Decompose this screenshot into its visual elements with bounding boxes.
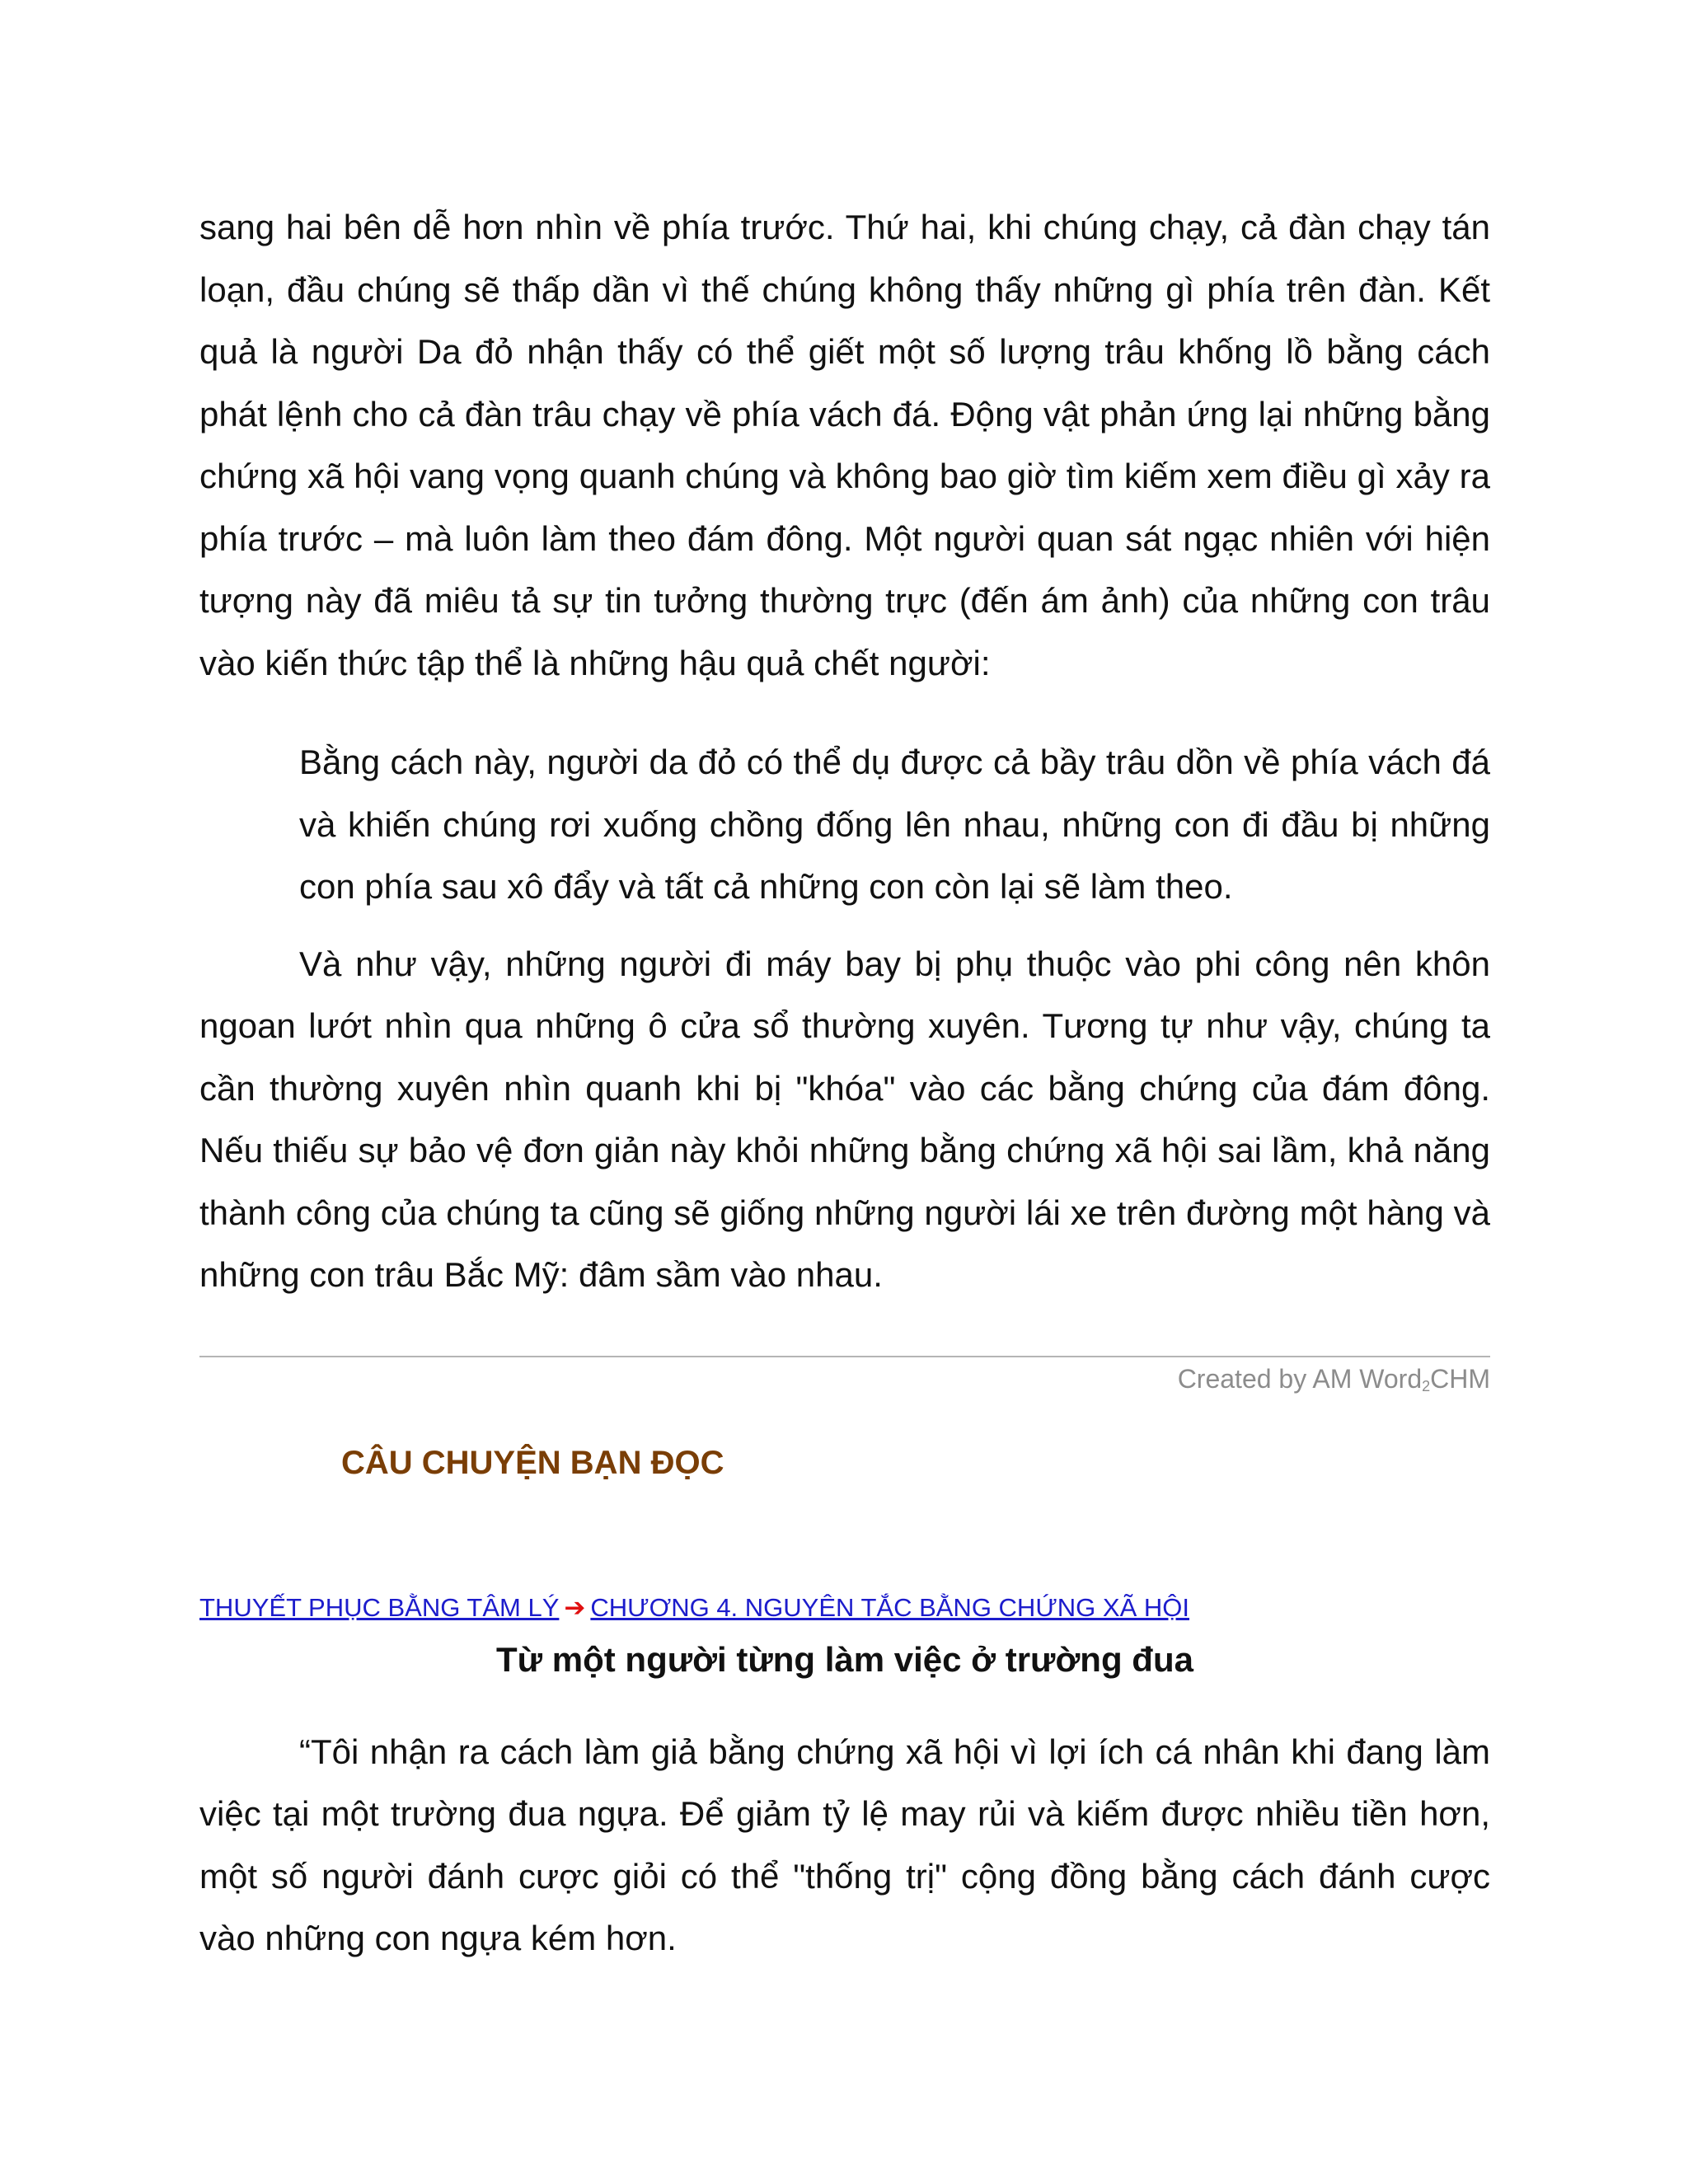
section-heading: CÂU CHUYỆN BẠN ĐỌC: [341, 1444, 724, 1481]
breadcrumb-book-link[interactable]: THUYẾT PHỤC BẰNG TÂM LÝ: [199, 1592, 560, 1622]
footer-credit: [199, 1362, 1490, 1403]
body-paragraph: sang hai bên dễ hơn nhìn về phía trước. Thứ hai, khi chúng chạy, cả đàn chạy tán loạn, đầu chúng sẽ thấp dần vì thế chúng không thấy những gì phía trên đàn. Kết quả là người Da đỏ nhận thấy có thể giết một số lượng trâu khống lồ bằng cách phát lệnh cho cả đàn trâu chạy về phía vách đá. Động vật phản ứng lại những bằng chứng xã hội vang vọng quanh chúng và không bao giờ tìm kiếm xem điều gì xảy ra phía trước – mà luôn làm theo đám đông. Một người quan sát ngạc nhiên với hiện tượng này đã miêu tả sự tin tưởng thường trực (đến ám ảnh) của những con trâu vào kiến thức tập thể là những hậu quả chết người:: [199, 208, 1490, 682]
credit-subscript: 2: [1422, 1377, 1431, 1394]
breadcrumb-chapter-link[interactable]: CHƯƠNG 4. NGUYÊN TẮC BẰNG CHỨNG XÃ HỘI: [590, 1592, 1189, 1622]
breadcrumb: [199, 1591, 1490, 1625]
article-title: Từ một người từng làm việc ở trường đua: [496, 1639, 1193, 1679]
block-quote: Bằng cách này, người da đỏ có thể dụ được cả bầy trâu dồn về phía vách đá và khiến chúng rơi xuống chồng đống lên nhau, những con đi đầu bị những con phía sau xô đẩy và tất cả những con còn lại sẽ làm theo.: [299, 743, 1490, 906]
body-paragraph: Và như vậy, những người đi máy bay bị phụ thuộc vào phi công nên khôn ngoan lướt nhìn qua những ô cửa sổ thường xuyên. Tương tự như vậy, chúng ta cần thường xuyên nhìn quanh khi bị "khóa" vào các bằng chứng của đám đông. Nếu thiếu sự bảo vệ đơn giản này khỏi những bằng chứng xã hội sai lầm, khả năng thành công của chúng ta cũng sẽ giống những người lái xe trên đường một hàng và những con trâu Bắc Mỹ: đâm sầm vào nhau.: [199, 944, 1490, 1294]
document-page: [199, 196, 1490, 1970]
credit-text-suffix: CHM: [1430, 1363, 1490, 1394]
credit-text: Created by AM Word: [1177, 1363, 1423, 1394]
horizontal-divider: [199, 1356, 1490, 1357]
arrow-right-icon: ➔: [564, 1592, 586, 1622]
article-paragraph: “Tôi nhận ra cách làm giả bằng chứng xã hội vì lợi ích cá nhân khi đang làm việc tại một trường đua ngựa. Để giảm tỷ lệ may rủi và kiếm được nhiều tiền hơn, một số người đánh cược giỏi có thể "thống trị" cộng đồng bằng cách đánh cược vào những con ngựa kém hơn.: [199, 1732, 1490, 1957]
